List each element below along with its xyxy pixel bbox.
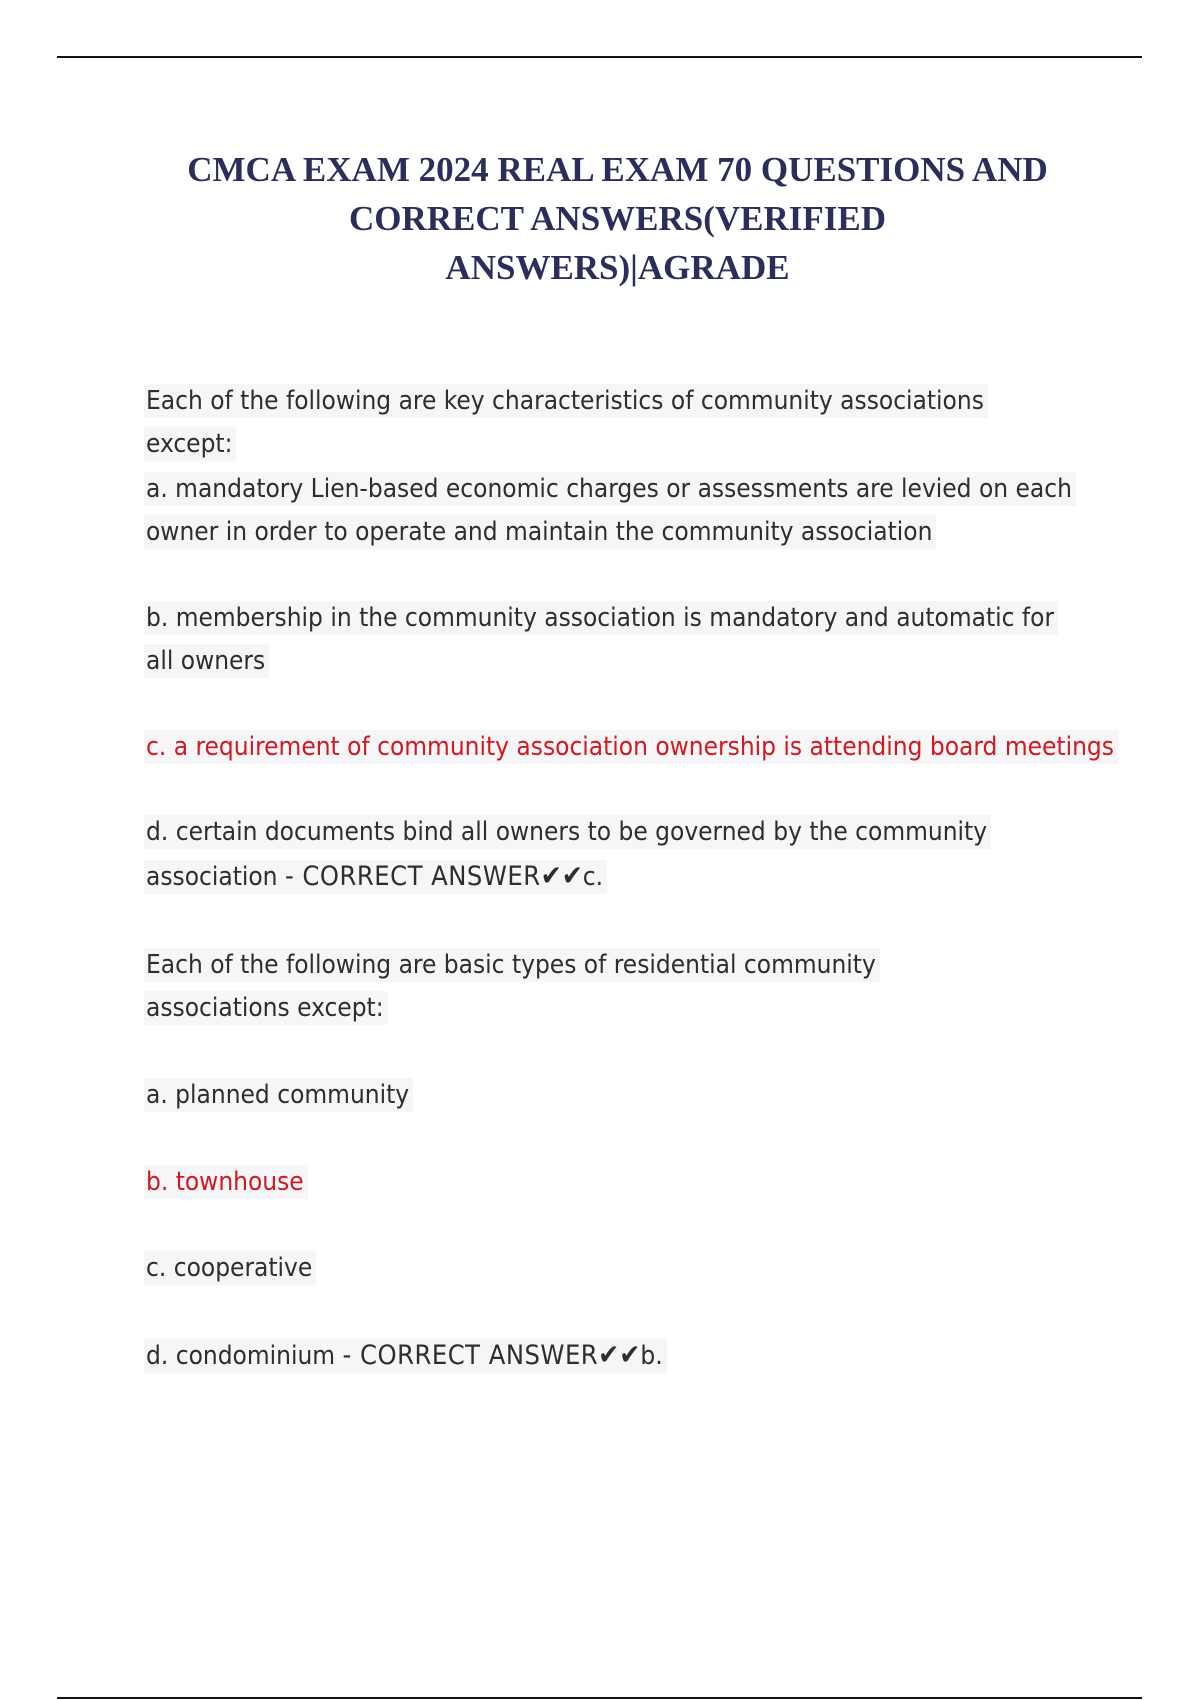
correct-answer-value: c.	[582, 862, 604, 892]
title-line: ANSWERS)|AGRADE	[445, 248, 790, 287]
option-d-text: d. certain documents bind all owners to be governed by the community association	[146, 817, 988, 892]
footer-rule	[57, 1697, 1142, 1699]
question-1-option-d	[144, 811, 1024, 899]
correct-answer-value: b.	[640, 1341, 663, 1371]
correct-answer-label: - CORRECT ANSWER	[342, 1340, 599, 1371]
question-1-stem: Each of the following are key characteristics of community associations except:	[144, 380, 1064, 466]
question-1-option-a: a. mandatory Lien-based economic charges or assessments are levied on each owner in order to operate and maintain the community association	[144, 468, 1074, 554]
correct-answer-label: - CORRECT ANSWER	[284, 861, 541, 892]
question-2-option-d	[144, 1333, 1044, 1378]
header-rule	[57, 56, 1142, 58]
question-2-option-c: c. cooperative	[144, 1247, 316, 1290]
question-1-option-c-correct: c. a requirement of community association ownership is attending board meetings	[144, 726, 1144, 769]
title-line: CORRECT ANSWERS(VERIFIED	[348, 199, 887, 238]
question-1-option-b: b. membership in the community association is mandatory and automatic for all owners	[144, 597, 1074, 683]
title-line: CMCA EXAM 2024 REAL EXAM 70 QUESTIONS AND	[187, 150, 1048, 189]
option-d-text: d. condominium	[146, 1341, 336, 1371]
checkmark-icon: ✔✔	[540, 859, 583, 892]
question-2-option-b-correct: b. townhouse	[144, 1161, 308, 1204]
question-2-stem: Each of the following are basic types of residential community associations except:	[144, 944, 1024, 1030]
document-title	[150, 145, 1085, 292]
checkmark-icon: ✔✔	[598, 1338, 641, 1371]
question-2-option-a: a. planned community	[144, 1074, 413, 1117]
